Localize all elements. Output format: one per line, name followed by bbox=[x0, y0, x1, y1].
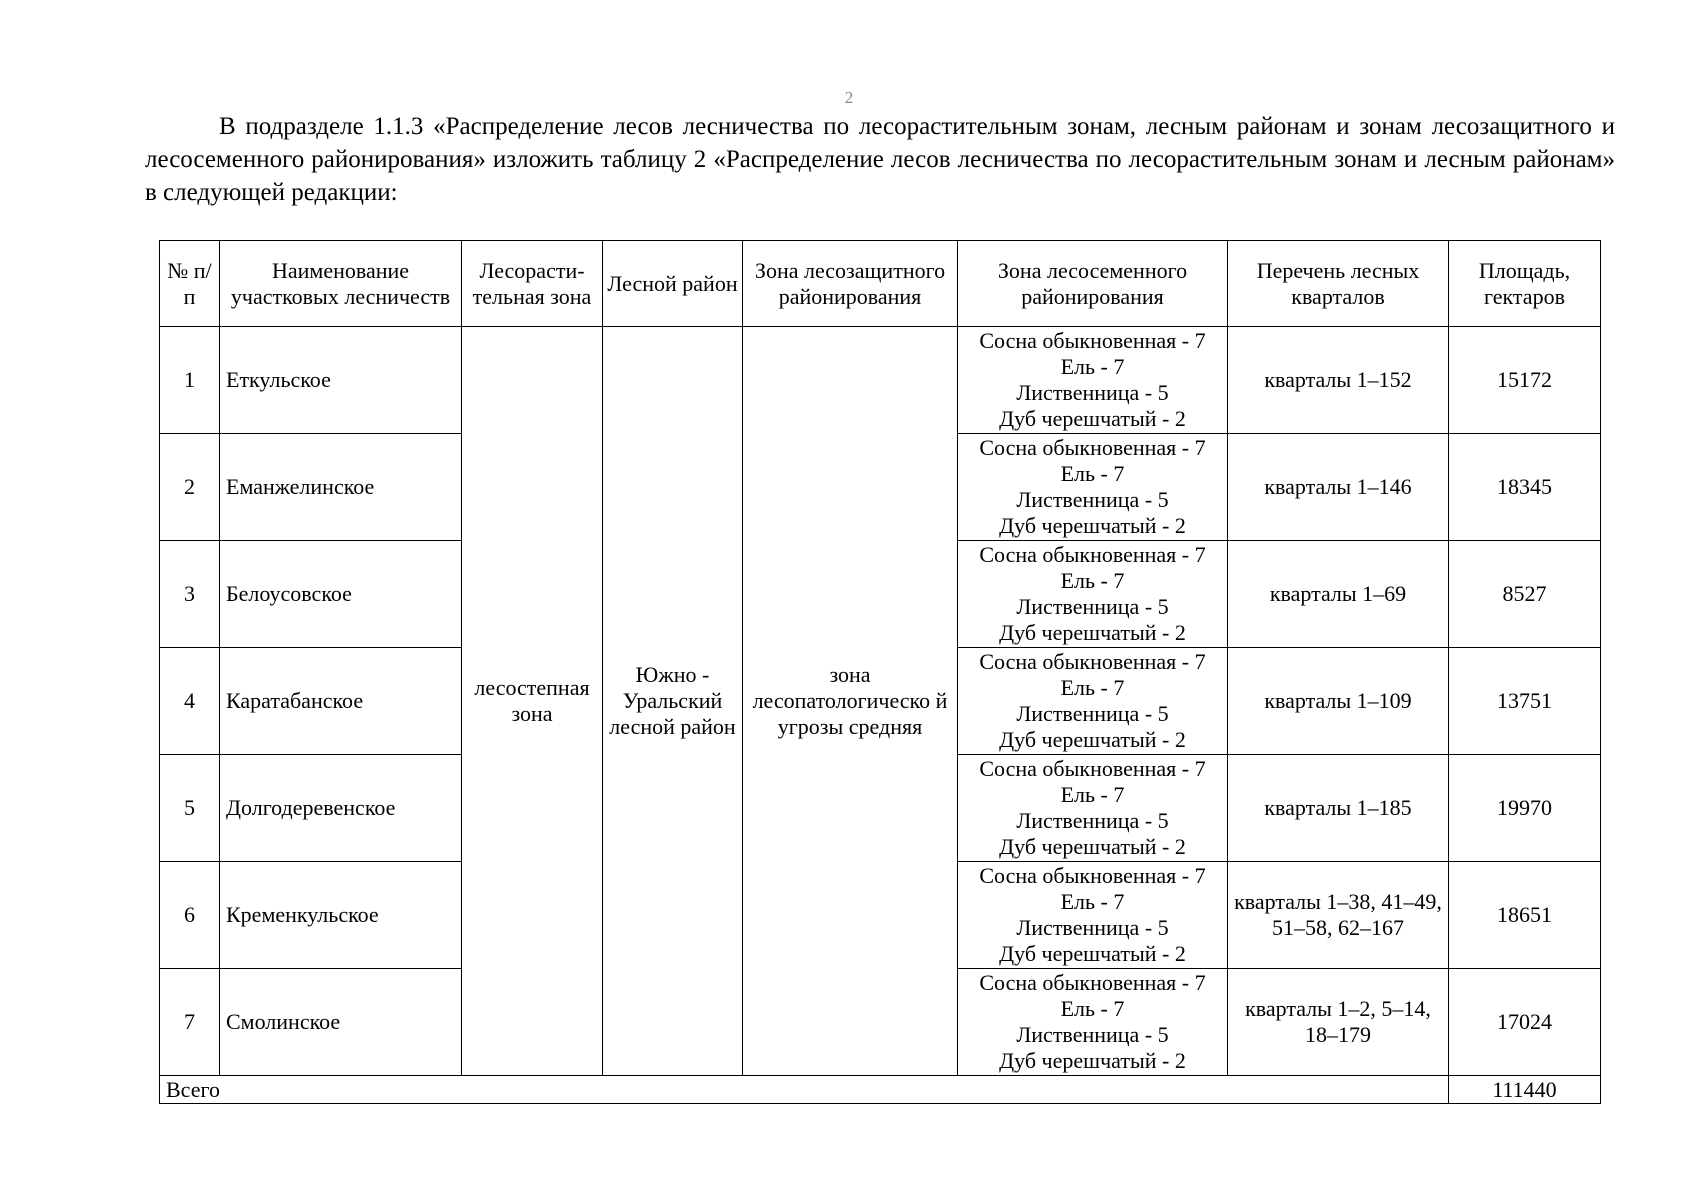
area-cell: 18345 bbox=[1449, 434, 1601, 541]
forestry-name: Каратабанское bbox=[220, 648, 462, 755]
area-cell: 18651 bbox=[1449, 862, 1601, 969]
total-row bbox=[160, 1076, 1601, 1104]
area-cell: 19970 bbox=[1449, 755, 1601, 862]
page-number: 2 bbox=[844, 88, 854, 107]
header-seed-zone: Зона лесосеменного районирования bbox=[958, 241, 1228, 327]
forest-distribution-table bbox=[159, 240, 1601, 1104]
seed-zone-line: Лиственница - 5 bbox=[1016, 594, 1169, 619]
forestry-name: Еманжелинское bbox=[220, 434, 462, 541]
seed-zone-line: Дуб черешчатый - 2 bbox=[999, 1048, 1186, 1073]
quarters-cell: кварталы 1–38, 41–49, 51–58, 62–167 bbox=[1228, 862, 1449, 969]
header-veg-zone: Лесорасти-тельная зона bbox=[462, 241, 603, 327]
forestry-name: Кременкульское bbox=[220, 862, 462, 969]
seed-zone-line: Дуб черешчатый - 2 bbox=[999, 834, 1186, 859]
header-name: Наименование участковых лесничеств bbox=[220, 241, 462, 327]
seed-zone-line: Сосна обыкновенная - 7 bbox=[979, 863, 1206, 888]
table-header bbox=[160, 241, 1601, 327]
area-cell: 8527 bbox=[1449, 541, 1601, 648]
row-number: 2 bbox=[160, 434, 220, 541]
seed-zone-line: Ель - 7 bbox=[1060, 889, 1125, 914]
seed-zone-line: Сосна обыкновенная - 7 bbox=[979, 328, 1206, 353]
forest-district-cell: Южно - Уральский лесной район bbox=[603, 327, 743, 1076]
header-num: № п/п bbox=[160, 241, 220, 327]
seed-zone-line: Ель - 7 bbox=[1060, 461, 1125, 486]
header-protection-zone: Зона лесозащитного районирования bbox=[743, 241, 958, 327]
seed-zone-line: Ель - 7 bbox=[1060, 996, 1125, 1021]
seed-zone-cell bbox=[958, 969, 1228, 1076]
seed-zone-line: Ель - 7 bbox=[1060, 782, 1125, 807]
veg-zone-cell: лесостепная зона bbox=[462, 327, 603, 1076]
seed-zone-cell bbox=[958, 327, 1228, 434]
quarters-cell: кварталы 1–2, 5–14, 18–179 bbox=[1228, 969, 1449, 1076]
intro-paragraph: В подразделе 1.1.3 «Распределение лесов лесничества по лесорастительным зонам, лесным районам и зонам лесозащитного и лесосеменного районирования» изложить таблицу 2 «Распределение лесов лесничества по лесорастительным зонам и лесным районам» в следующей редакции: bbox=[145, 113, 1615, 206]
table-row bbox=[160, 327, 1601, 434]
header-forest-district: Лесной район bbox=[603, 241, 743, 327]
quarters-cell: кварталы 1–185 bbox=[1228, 755, 1449, 862]
seed-zone-line: Ель - 7 bbox=[1060, 354, 1125, 379]
total-label: Всего bbox=[160, 1076, 1449, 1104]
seed-zone-cell bbox=[958, 541, 1228, 648]
forestry-name: Еткульское bbox=[220, 327, 462, 434]
protection-zone-cell: зона лесопатологическо й угрозы средняя bbox=[743, 327, 958, 1076]
seed-zone-cell bbox=[958, 648, 1228, 755]
seed-zone-cell bbox=[958, 434, 1228, 541]
seed-zone-line: Сосна обыкновенная - 7 bbox=[979, 970, 1206, 995]
seed-zone-line: Дуб черешчатый - 2 bbox=[999, 620, 1186, 645]
seed-zone-line: Сосна обыкновенная - 7 bbox=[979, 756, 1206, 781]
seed-zone-line: Дуб черешчатый - 2 bbox=[999, 727, 1186, 752]
seed-zone-line: Дуб черешчатый - 2 bbox=[999, 941, 1186, 966]
seed-zone-line: Дуб черешчатый - 2 bbox=[999, 513, 1186, 538]
seed-zone-line: Дуб черешчатый - 2 bbox=[999, 406, 1186, 431]
row-number: 5 bbox=[160, 755, 220, 862]
total-area: 111440 bbox=[1449, 1076, 1601, 1104]
seed-zone-line: Сосна обыкновенная - 7 bbox=[979, 649, 1206, 674]
row-number: 4 bbox=[160, 648, 220, 755]
quarters-cell: кварталы 1–146 bbox=[1228, 434, 1449, 541]
seed-zone-line: Лиственница - 5 bbox=[1016, 1022, 1169, 1047]
quarters-cell: кварталы 1–152 bbox=[1228, 327, 1449, 434]
seed-zone-line: Ель - 7 bbox=[1060, 675, 1125, 700]
quarters-cell: кварталы 1–109 bbox=[1228, 648, 1449, 755]
seed-zone-cell bbox=[958, 755, 1228, 862]
area-cell: 13751 bbox=[1449, 648, 1601, 755]
forestry-name: Смолинское bbox=[220, 969, 462, 1076]
area-cell: 15172 bbox=[1449, 327, 1601, 434]
area-cell: 17024 bbox=[1449, 969, 1601, 1076]
seed-zone-cell bbox=[958, 862, 1228, 969]
seed-zone-line: Сосна обыкновенная - 7 bbox=[979, 542, 1206, 567]
seed-zone-line: Лиственница - 5 bbox=[1016, 808, 1169, 833]
seed-zone-line: Ель - 7 bbox=[1060, 568, 1125, 593]
seed-zone-line: Лиственница - 5 bbox=[1016, 487, 1169, 512]
row-number: 1 bbox=[160, 327, 220, 434]
forestry-name: Долгодеревенское bbox=[220, 755, 462, 862]
quarters-cell: кварталы 1–69 bbox=[1228, 541, 1449, 648]
header-area: Площадь, гектаров bbox=[1449, 241, 1601, 327]
row-number: 3 bbox=[160, 541, 220, 648]
row-number: 6 bbox=[160, 862, 220, 969]
row-number: 7 bbox=[160, 969, 220, 1076]
header-quarters: Перечень лесных кварталов bbox=[1228, 241, 1449, 327]
seed-zone-line: Лиственница - 5 bbox=[1016, 915, 1169, 940]
forestry-name: Белоусовское bbox=[220, 541, 462, 648]
seed-zone-line: Лиственница - 5 bbox=[1016, 701, 1169, 726]
seed-zone-line: Сосна обыкновенная - 7 bbox=[979, 435, 1206, 460]
seed-zone-line: Лиственница - 5 bbox=[1016, 380, 1169, 405]
table-body bbox=[160, 327, 1601, 1104]
